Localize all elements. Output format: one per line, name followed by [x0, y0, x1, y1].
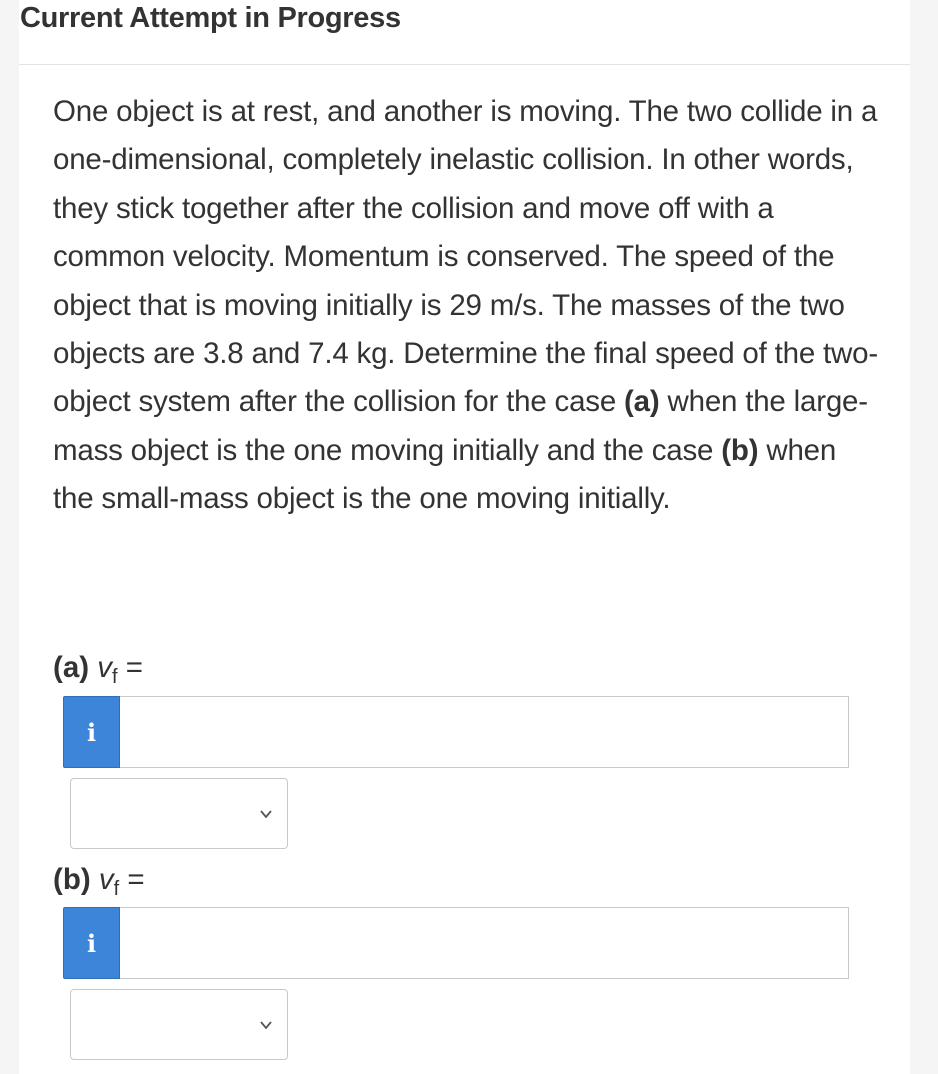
question-text-part1: One object is at rest, and another is moving. The two collide in a one-dimensional, completely inelastic collision. In other words, they stick together after the collision and move off with a common velocity. Momentum is conserved. The speed of the object that is moving initially is 29 m/s. The masses of the two objects are 3.8 and 7.4 kg. Determine the final speed of the two-object system after the collision for the case: [53, 95, 878, 419]
part-a-info-icon[interactable]: i: [63, 696, 120, 768]
question-text-part2: when the large-mass object is the one moving initially and the case: [53, 385, 868, 467]
part-a-answer-input[interactable]: [120, 696, 849, 768]
part-b-variable: v: [98, 863, 114, 896]
question-card: [19, 0, 910, 1074]
question-text-part3: when the small-mass object is the one moving initially.: [53, 433, 837, 516]
chevron-down-icon: [259, 1018, 273, 1032]
part-b-letter: (b): [53, 863, 91, 896]
question-part-b-ref: (b): [721, 433, 759, 467]
page-title: Current Attempt in Progress: [20, 2, 401, 34]
part-a-variable: v: [97, 651, 113, 684]
chevron-down-icon: [259, 807, 273, 821]
question-part-a-ref: (a): [624, 385, 660, 419]
part-b-label: [53, 862, 145, 901]
part-a-unit-select[interactable]: [70, 778, 288, 849]
part-a-answer-row: [63, 696, 849, 768]
part-b-info-icon[interactable]: i: [63, 907, 120, 979]
part-b-unit-select[interactable]: [70, 989, 288, 1060]
part-b-subscript: f: [113, 878, 120, 900]
part-a-subscript: f: [112, 666, 118, 688]
part-a-letter: (a): [53, 651, 90, 684]
part-b-answer-row: [63, 907, 849, 979]
part-b-answer-input[interactable]: [120, 907, 849, 979]
question-text: [53, 88, 883, 524]
part-a-label: [53, 650, 143, 689]
part-b-equals: =: [127, 863, 145, 896]
header-divider: [19, 64, 910, 65]
part-a-equals: =: [125, 651, 144, 684]
